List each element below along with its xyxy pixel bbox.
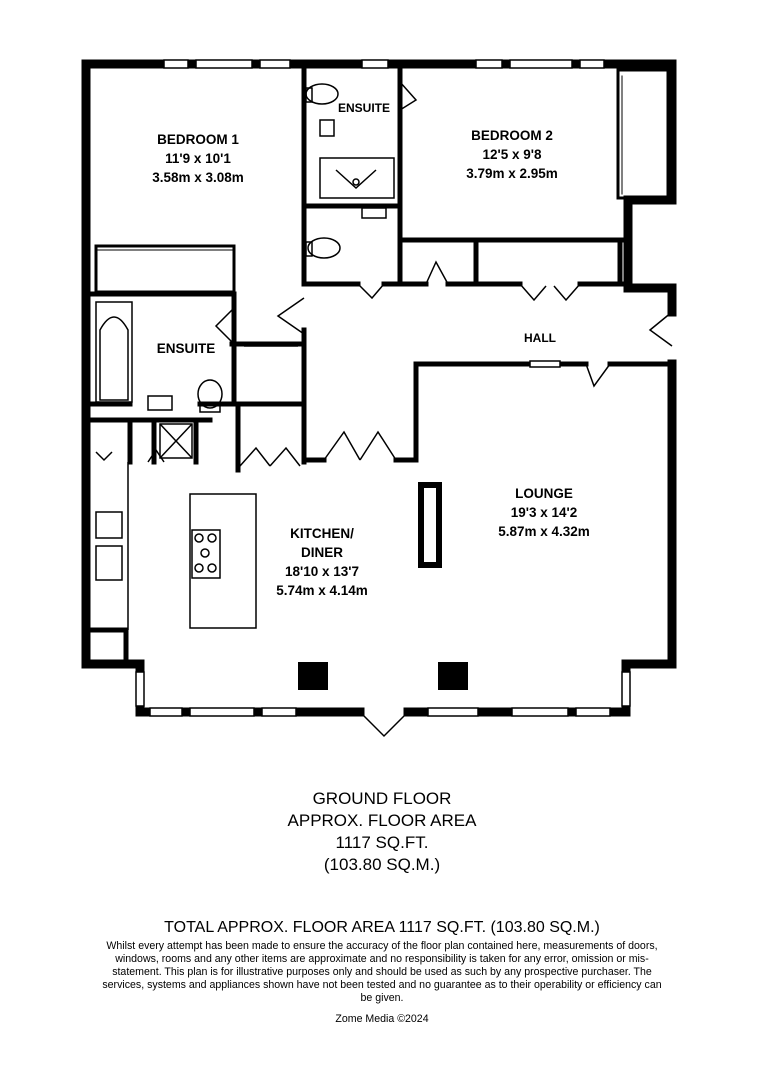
fireplace-hearth bbox=[424, 488, 436, 562]
lounge-imperial: 19'3 x 14'2 bbox=[510, 505, 578, 520]
kitchen-metric: 5.74m x 4.14m bbox=[276, 583, 368, 598]
disclaimer: Whilst every attempt has been made to ensure the accuracy of the floor plan contained here, measurements of doors, windows, rooms and any other items are approximate and no responsibility is taken for any error, omission or mis-statement. This plan is for illustrative purposes only and should be used as such by any prospective purchaser. The services, systems and appliances shown have not been tested and no guarantee as to their operability or efficiency can be given. bbox=[102, 940, 662, 1004]
room-labels bbox=[152, 101, 590, 598]
kitchen-name-line1: KITCHEN/ bbox=[290, 526, 354, 541]
bedroom-1-name: BEDROOM 1 bbox=[157, 132, 239, 147]
hall-name: HALL bbox=[524, 331, 556, 345]
floor-info bbox=[0, 788, 764, 876]
credit: Zome Media ©2024 bbox=[335, 1013, 429, 1025]
bedroom-1-metric: 3.58m x 3.08m bbox=[152, 170, 244, 185]
floor-name: GROUND FLOOR bbox=[312, 789, 452, 808]
lounge-metric: 5.87m x 4.32m bbox=[498, 524, 590, 539]
ensuite-left-name: ENSUITE bbox=[156, 341, 216, 356]
floor-area-sqm: (103.80 SQ.M.) bbox=[323, 855, 441, 874]
bedroom-2-metric: 3.79m x 2.95m bbox=[466, 166, 558, 181]
lounge-name: LOUNGE bbox=[515, 486, 573, 501]
floor-area-sqft: 1117 SQ.FT. bbox=[335, 833, 429, 852]
kitchen-imperial: 18'10 x 13'7 bbox=[285, 564, 359, 579]
total-floor-area: TOTAL APPROX. FLOOR AREA 1117 SQ.FT. (103.80 SQ.M.) bbox=[164, 919, 600, 936]
bedroom-2-imperial: 12'5 x 9'8 bbox=[482, 147, 542, 162]
bedroom-2-name: BEDROOM 2 bbox=[471, 128, 553, 143]
ensuite-top-name: ENSUITE bbox=[337, 101, 391, 115]
kitchen-name-line2: DINER bbox=[300, 545, 344, 560]
floor-area-label: APPROX. FLOOR AREA bbox=[287, 811, 477, 830]
bedroom-1-imperial: 11'9 x 10'1 bbox=[165, 151, 231, 166]
fixtures bbox=[96, 84, 394, 630]
